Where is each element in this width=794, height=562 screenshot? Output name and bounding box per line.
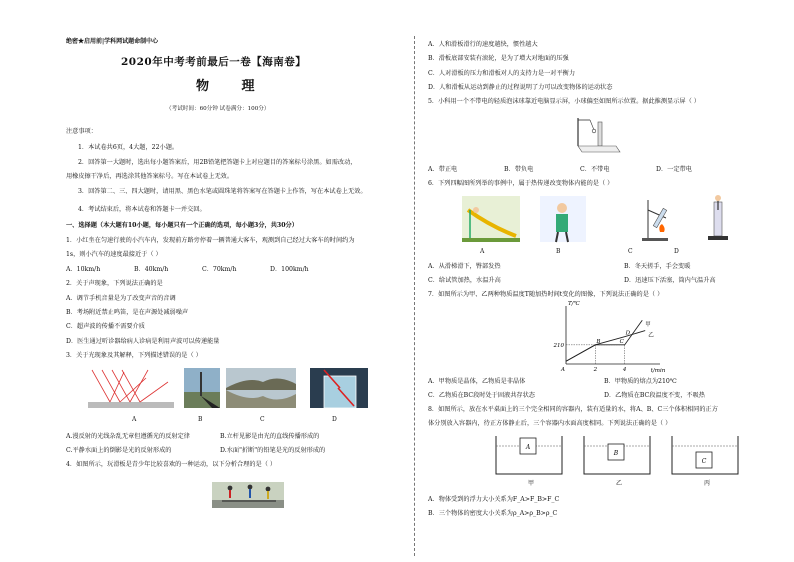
skateboard-figure [212,482,284,508]
q6-option-d[interactable]: D．迅速压下活塞，筒内气温升高 [624,277,716,284]
container-bing [672,436,738,474]
q5-option-a[interactable]: A．带正电 [428,166,458,173]
q7-stem: 7．如图所示为甲、乙两种物质温度T随加热时间t变化的图像，下列说法正确的是（ ） [428,291,664,298]
piston-figure [708,195,728,240]
series-label: 乙 [648,332,654,339]
q6-fig-label: C [628,248,633,255]
notice-title: 注意事项： [66,128,97,135]
notice-item: 3．回答第二、三、四大题时，请用黑、黑色水笔或圆珠笔将答案写在答题卡上作答，写在本试卷上无效。 [78,188,367,195]
q1-option-c[interactable]: C．70km/h [202,266,237,273]
q7-option-c[interactable]: C．乙物质在BC段时处于固液共存状态 [428,392,535,399]
notice-item: 2．回答第一大题时，选出每小题答案后，用2B铅笔把答题卡上对应题目的答案标号涂黑。如需改动， [78,159,357,166]
pencil-in-water-figure [310,368,368,408]
q3-fig-label: C [260,416,265,423]
temperature-time-chart [544,301,666,374]
q7-option-d[interactable]: D．乙物质在BC段温度不变，不吸热 [604,392,705,399]
q4-option-a[interactable]: A．人和滑板滑行的速度越快，惯性越大 [428,41,538,48]
box-label: A [525,444,531,451]
container-label: 乙 [616,480,623,487]
shadow-figure [184,368,220,408]
reflection-lake-figure [226,368,296,408]
container-yi [584,436,650,474]
q4-option-d[interactable]: D．人和滑板从运动到静止的过程说明了力可以改变物体的运动状态 [428,84,613,91]
monitor-figure [576,116,620,156]
containers-figure [492,434,752,478]
q3-fig-label: B [198,416,203,423]
q3-fig-label: D [332,416,337,423]
q6-fig-label: D [674,248,679,255]
q2-stem: 2．关于声现象，下列说法正确的是 [66,280,163,287]
q6-option-b[interactable]: B．冬天搓手，手会变暖 [624,263,691,270]
q5-option-c[interactable]: C．不带电 [580,166,610,173]
left-column [66,0,400,562]
x-tick-label: 4 [622,367,627,373]
subject-title: 物 理 [196,79,269,94]
y-tick-label: 210 [553,342,564,349]
q6-fig-label: B [556,248,561,255]
q8-line: 体分别放入容器内，待正方体静止后，三个容器内水面高度相同。下列说法正确的是（ ） [428,420,672,427]
q3-figures [88,368,368,412]
secret-header: 绝密★启用前|学科网试题命制中心 [66,38,159,45]
q1-line: 1．小红坐在匀速行驶的小汽车内，发现前方路旁停着一辆普通大客车，观测到自己经过大客车的时间约为 [66,237,355,244]
y-axis-label: T/℃ [568,301,580,307]
q6-option-a[interactable]: A．从滑梯滑下，臀部发热 [428,263,501,270]
q8-option-b[interactable]: B．三个物体的密度大小关系为ρ_A>ρ_B>ρ_C [428,510,558,517]
q7-option-a[interactable]: A．甲物质是晶体，乙物质是非晶体 [428,378,526,385]
q8-line: 8．如图所示，放在水平桌面上的三个完全相同的容器内，装有适量的水，将A、B、C三个体积相同的正方 [428,406,718,413]
point-label-b: B [596,338,601,345]
q3-option-c[interactable]: C.平静水面上的倒影是光的反射形成的 [66,447,172,454]
q5-stem: 5．小科用一个不带电的轻质泡沫球靠近电脑显示屏，小球偏至如图所示位置。据此推测显示屏（ ） [428,98,700,105]
origin-label: A [561,367,565,373]
q4-stem: 4．如图所示，玩滑板是青少年比较喜欢的一种运动，以下分析合理的是（ ） [66,461,277,468]
q6-option-c[interactable]: C．给试管加热，水温升高 [428,277,501,284]
q7-option-b[interactable]: B．甲物质的熔点为210℃ [604,378,677,385]
x-tick-label: 2 [593,367,598,373]
q3-stem: 3．关于光现象及其解释，下列描述错误的是（ ） [66,352,202,359]
q3-option-b[interactable]: B.立杆见影是由光的直线传播形成的 [220,433,320,440]
q6-stem: 6．下列四幅图所列举的事例中，属于热传递改变物体内能的是（ ） [428,180,614,187]
q1-option-b[interactable]: B．40km/h [134,266,169,273]
q3-option-a[interactable]: A.漫反射的光线杂乱无章但遵循光的反射定律 [66,433,190,440]
q5-option-b[interactable]: B．带负电 [504,166,534,173]
q5-option-d[interactable]: D．一定带电 [656,166,692,173]
q6-figures [462,196,736,244]
exam-title: 2020年中考考前最后一卷【海南卷】 [121,56,307,68]
exam-info: （考试时间：60分钟 试卷满分：100分） [166,106,270,112]
container-label: 甲 [528,480,535,487]
q6-fig-label: A [480,248,485,255]
rubbing-hands-figure [540,196,586,242]
column-divider [414,36,415,556]
box-label: C [701,458,707,465]
section-title: 一、选择题（本大题有10小题，每小题只有一个正确的选项，每小题3分，共30分） [66,222,298,229]
notice-item: 4．考试结束后，将本试卷和答题卡一并交回。 [78,206,206,213]
point-label-c: C [619,338,624,345]
test-tube-figure [642,200,668,241]
chart-marks [566,320,654,361]
q2-option-a[interactable]: A．调节手机音量是为了改变声音的音调 [66,295,176,302]
q4-option-b[interactable]: B．滑板底部安装有滚轮，是为了增大对地面的压强 [428,55,569,62]
q8-option-a[interactable]: A．物体受到的浮力大小关系为F_A>F_B>F_C [428,496,560,503]
series-line-乙 [566,331,645,362]
point-label-d: D [625,330,631,337]
slide-figure [462,196,520,242]
q3-fig-label: A [132,416,137,423]
box-label: B [613,450,619,457]
q1-option-a[interactable]: A．10km/h [66,266,101,273]
right-column [428,0,758,562]
x-axis-label: t/min [650,368,666,374]
q1-option-d[interactable]: D．100km/h [270,266,309,273]
notice-item: 1．本试卷共6页，4大题，22小题。 [78,144,179,151]
container-label: 丙 [704,480,711,487]
reflection-figure [88,370,174,408]
q2-option-c[interactable]: C．超声波的传播不需要介质 [66,323,145,330]
q1-line: 1s，则小汽车的速度最接近于（ ） [66,251,162,258]
q2-option-b[interactable]: B．考场附近禁止鸣笛，是在声源处减弱噪声 [66,309,189,316]
q3-option-d[interactable]: D.水面"折断"的铅笔是光的反射形成的 [220,447,326,454]
notice-item: 用橡皮擦干净后，再选涂其他答案标号。写在本试卷上无效。 [66,173,234,180]
series-label: 甲 [645,322,651,329]
q2-option-d[interactable]: D．医生通过听诊器给病人诊病是利用声波可以传递能量 [66,338,220,345]
container-jia [496,436,562,474]
q4-option-c[interactable]: C．人对滑板的压力和滑板对人的支持力是一对平衡力 [428,70,576,77]
